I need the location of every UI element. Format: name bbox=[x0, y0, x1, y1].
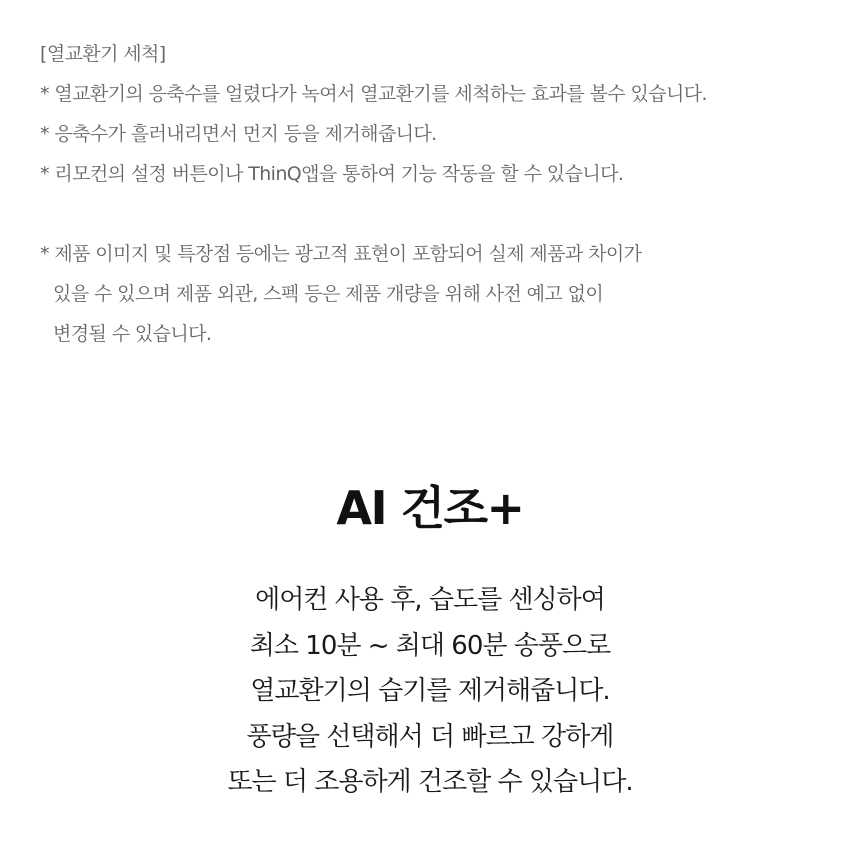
disclaimer-line: * 제품 이미지 및 특장점 등에는 광고적 표현이 포함되어 실제 제품과 차이가 bbox=[40, 243, 642, 265]
notes-heading: [열교환기 세척] bbox=[40, 43, 166, 65]
feature-line: 또는 더 조용하게 건조할 수 있습니다. bbox=[227, 767, 633, 797]
cleaning-notes bbox=[40, 34, 830, 354]
feature-line: 풍량을 선택해서 더 빠르고 강하게 bbox=[246, 721, 614, 752]
feature-line: 열교환기의 습기를 제거해줍니다. bbox=[250, 676, 610, 706]
feature-line: 에어컨 사용 후, 습도를 센싱하여 bbox=[255, 585, 605, 615]
note-bullet: * 열교환기의 응축수를 얼렸다가 녹여서 열교환기를 세척하는 효과를 볼수 있습니다. bbox=[40, 83, 707, 105]
feature-section bbox=[0, 476, 860, 806]
spacer bbox=[40, 194, 830, 234]
disclaimer-line: 있을 수 있으며 제품 외관, 스펙 등은 제품 개량을 위해 사전 예고 없이 bbox=[53, 283, 604, 305]
feature-title: AI 건조+ bbox=[336, 481, 524, 535]
note-bullet: * 응축수가 흘러내리면서 먼지 등을 제거해줍니다. bbox=[40, 123, 437, 145]
feature-line: 최소 10분 ~ 최대 60분 송풍으로 bbox=[249, 630, 611, 661]
disclaimer-line: 변경될 수 있습니다. bbox=[53, 323, 212, 345]
feature-description bbox=[0, 578, 860, 806]
note-bullet: * 리모컨의 설정 버튼이나 ThinQ앱을 통하여 기능 작동을 할 수 있습니다. bbox=[40, 163, 624, 185]
